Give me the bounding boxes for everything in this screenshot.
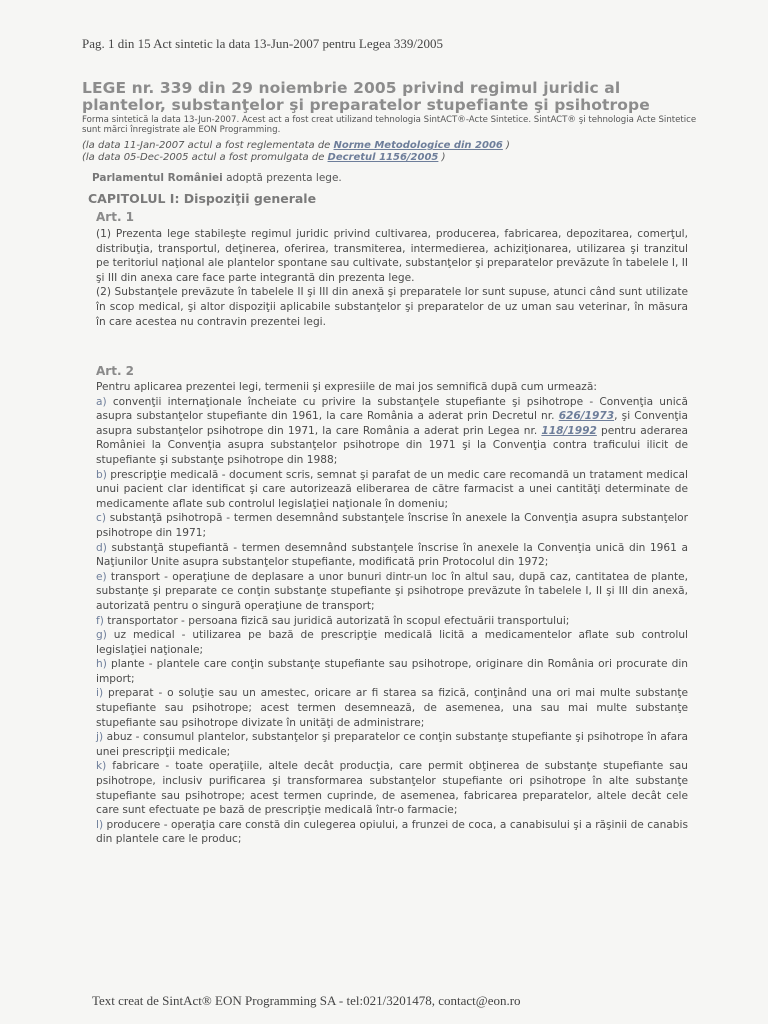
- definition-letter: h): [96, 658, 107, 671]
- regulation-note-prefix: (la data 11-Jan-2007 actul a fost reglementata de: [82, 140, 334, 151]
- article-2-intro: Pentru aplicarea prezentei legi, termenii şi expresiile de mai jos semnifică după cum urmează:: [96, 381, 597, 393]
- definition-text: abuz - consumul plantelor, substanţelor şi preparatelor ce conţin substanţe stupefiante şi psihotrope în afara unei prescripţii medicale;: [96, 731, 688, 758]
- article-2-body: [96, 380, 688, 847]
- article-1-paragraph-2: (2) Substanţele prevăzute în tabelele II şi III din anexă şi preparatele lor sunt supuse, atunci când sunt utilizate în scop medical, şi altor dispoziţii aplicabile substanţelor şi preparatelor de uz uman sau veterinar, în măsura în care acestea nu contravin prezentei legi.: [96, 286, 688, 328]
- definition-a-text-3: pentru aderarea României la Convenţia asupra substanţelor psihotrope din 1971 şi la Convenţia contra traficului ilicit de stupefiante şi substanţe psihotrope din 1988;: [96, 424, 688, 466]
- definition-text: substanţă stupefiantă - termen desemnând substanţele înscrise în anexele la Convenţia unică din 1961 a Naţiunilor Unite asupra substanţelor stupefiante, modificată prin Protocolul din 1972;: [96, 541, 688, 569]
- definition-text: fabricare - toate operaţiile, altele decât producţia, care permit obţinerea de substanţe stupefiante sau psihotrope, inclusiv purificarea şi transformarea substanţelor stupefiante ori psihotrope în alte substanţe stupefiante sau psihotrope; acest termen cuprinde, de asemenea, fabricarea preparatelor, altele decât cele care sunt efectuate pe bază de prescripţie medicală într-o farmacie;: [96, 760, 688, 817]
- article-1-body: [96, 227, 688, 329]
- definition-text: transport - operaţiune de deplasare a unor bunuri dintr-un loc în altul sau, după caz, cantitatea de plante, substanţe şi preparate ce conţin substanţe stupefiante şi psihotrope prevăzute în tabelele I, II şi III din anexă, autorizată pentru o singură operaţiune de transport;: [96, 570, 688, 612]
- definition-letter: g): [96, 629, 107, 642]
- definition-text: transportator - persoana fizică sau juridică autorizată în scopul efectuării transportului;: [103, 614, 570, 627]
- page-header: Pag. 1 din 15 Act sintetic la data 13-Jun-2007 pentru Legea 339/2005: [82, 36, 444, 51]
- definition-item: [96, 614, 688, 629]
- article-1-paragraph-1: (1) Prezenta lege stabileşte regimul juridic privind cultivarea, producerea, fabricarea, depozitarea, comerţul, distribuţia, transportul, deţinerea, oferirea, transmiterea, intermedierea, achiziţionarea, utilizarea şi tranzitul pe teritoriul naţional ale plantelor spontane sau cultivate, substanţelor şi preparatelor prevăzute în tabelele I, II şi III din anexa care face parte integrantă din prezenta lege.: [96, 228, 688, 284]
- parliament-name: Parlamentul României: [92, 172, 223, 184]
- definition-letter: e): [96, 570, 107, 583]
- regulation-note: [82, 140, 510, 151]
- definition-letter: i): [96, 687, 104, 700]
- definition-item: [96, 759, 688, 817]
- parliament-statement: [92, 172, 342, 184]
- definition-item: [96, 570, 688, 614]
- definition-text: prescripţie medicală - document scris, semnat şi parafat de un medic care recomandă un tratament medical unui pacient clar identificat şi care autorizează eliberarea de către farmacist a unei cantităţi determinate de medicamente aflate sub controlul legislaţiei naţionale în domeniu;: [96, 468, 688, 510]
- article-2-heading: Art. 2: [96, 364, 135, 378]
- definition-letter: b): [96, 468, 107, 481]
- decree-626-link[interactable]: 626/1973: [558, 410, 615, 423]
- definition-item: [96, 818, 688, 847]
- chapter-heading: CAPITOLUL I: Dispoziţii generale: [88, 191, 317, 206]
- definitions-list: [96, 468, 688, 847]
- definition-text: uz medical - utilizarea pe bază de prescripţie medicală licită a medicamentelor aflate sub controlul legislaţiei naţionale;: [96, 629, 688, 656]
- definition-a: [96, 395, 688, 468]
- law-title: LEGE nr. 339 din 29 noiembrie 2005 privind regimul juridic al plantelor, substanţelor şi preparatelor stupefiante şi psihotrope: [82, 79, 650, 114]
- definition-letter: a): [96, 395, 107, 408]
- definition-item: [96, 657, 688, 686]
- definition-letter: l): [96, 818, 104, 831]
- article-1-heading: Art. 1: [96, 210, 135, 224]
- definition-item: [96, 541, 688, 570]
- decree-link[interactable]: Decretul 1156/2005: [327, 152, 439, 163]
- promulgation-note-prefix: (la data 05-Dec-2005 actul a fost promulgata de: [82, 152, 328, 163]
- definition-item: [96, 511, 688, 540]
- definition-a-text-1: convenţii internaţionale încheiate cu privire la substanţele stupefiante şi psihotrope - Convenţia unică asupra substanţelor stupefiante din 1961, la care România a aderat prin Decretul nr.: [96, 395, 688, 423]
- parliament-rest: adoptă prezenta lege.: [222, 172, 342, 184]
- promulgation-note: [82, 152, 445, 163]
- definition-text: producere - operaţia care constă din culegerea opiului, a frunzei de coca, a canabisului şi a răşinii de canabis din plantele care le produc;: [96, 818, 688, 846]
- norme-link[interactable]: Norme Metodologice din 2006: [333, 140, 503, 151]
- regulation-note-suffix: ): [502, 140, 510, 151]
- definition-letter: c): [96, 512, 106, 525]
- definition-letter: f): [96, 614, 104, 627]
- definition-a-text-2: , şi Convenţia asupra substanţelor psihotrope din 1971, la care România a aderat prin Legea nr.: [96, 410, 688, 437]
- definition-text: substanţă psihotropă - termen desemnând substanţele înscrise în anexele la Convenţia asupra substanţelor psihotrope din 1971;: [96, 512, 688, 539]
- synthesis-notice: Forma sintetică la data 13-Jun-2007. Acest act a fost creat utilizand tehnologia SintACT®-Acte Sintetice. SintACT® şi tehnologia Acte Sintetice sunt mărci înregistrate ale EON Programming.: [82, 115, 697, 135]
- page-footer: Text creat de SintAct® EON Programming SA - tel:021/3201478, contact@eon.ro: [92, 993, 521, 1008]
- law-118-link[interactable]: 118/1992: [541, 424, 597, 437]
- definition-letter: d): [96, 541, 107, 554]
- definition-letter: k): [96, 760, 107, 773]
- definition-text: plante - plantele care conţin substanţe stupefiante sau psihotrope, originare din România ori procurate din import;: [96, 658, 688, 685]
- definition-item: [96, 686, 688, 730]
- definition-text: preparat - o soluţie sau un amestec, oricare ar fi starea sa fizică, conţinând una ori mai multe substanţe stupefiante sau psihotrope; acest termen desemnează, de asemenea, una sau mai multe substanţe stupefiante sau psihotrope divizate în unităţi de administrare;: [96, 687, 688, 729]
- definition-item: [96, 730, 688, 759]
- definition-item: [96, 628, 688, 657]
- definition-letter: j): [96, 731, 104, 744]
- promulgation-note-suffix: ): [438, 152, 446, 163]
- definition-item: [96, 468, 688, 512]
